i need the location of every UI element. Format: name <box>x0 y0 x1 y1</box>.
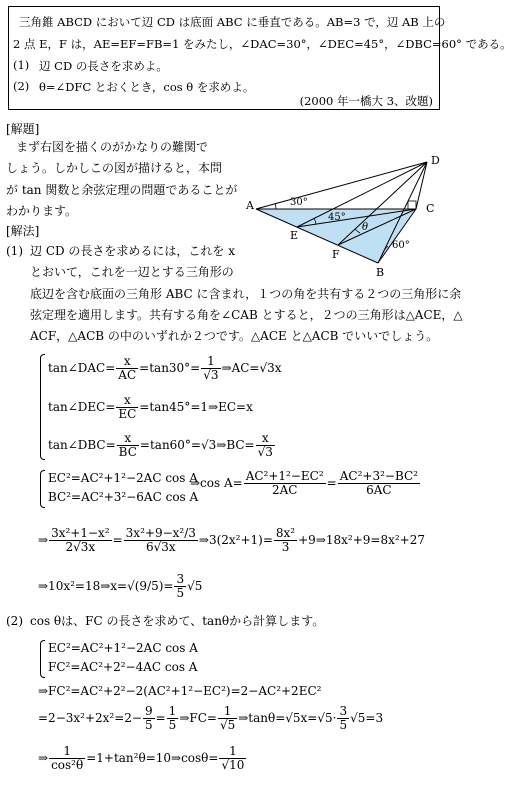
eq-solve-row-1: ⇒ $\frac{\text{3x²+1−x²}}{2√3x}$ = $\frac{\text{3x²+9−x²/3}}{6√3x}$ ⇒3(2x²+1)= $\frac{\text{8x²}}{3}$ +9⇒18x²+9=8x²+27 <box>38 526 425 554</box>
question-1-number: (1) <box>13 58 30 72</box>
problem-box <box>8 6 512 110</box>
part-2-text: cos θは、FC の長さを求めて、tanθから計算します。 <box>30 614 325 628</box>
question-2-number: (2) <box>13 79 30 93</box>
label-C: C <box>426 202 435 215</box>
label-D: D <box>431 154 440 167</box>
part-1-number: (1) <box>6 244 23 258</box>
part-1-line-3: 底辺を含む底面の三角形 ABC に含まれ，１つの角を共有する２つの三角形に余 <box>30 287 462 301</box>
problem-source: (2000 年一橋大 3、改題) <box>299 94 433 108</box>
part-1-line-4: 弦定理を適用します。共有する角を∠CAB とすると，２つの三角形は△ACE，△ <box>30 308 463 322</box>
eq-p2-fc: FC²=AC²+2²−4AC cos A <box>48 660 198 674</box>
part-1-line-5: ACF，△ACB の中のいずれか２つです。△ACE と△ACB でいいでしょう。 <box>30 329 439 343</box>
theta-label: θ <box>362 222 369 233</box>
label-A: A <box>246 199 254 212</box>
label-B: B <box>376 266 385 279</box>
eq-tan-dec: tan∠DEC= $\frac{x}{EC}$ =tan45°=1⇒EC=x <box>48 393 253 421</box>
label-F: F <box>332 248 340 261</box>
kaidai-heading: [解題] <box>6 122 40 136</box>
problem-line-2: 2 点 E，F は，AE=EF=FB=1 をみたし，∠DAC=30°，∠DEC=45°，∠DBC=60° である。 <box>13 37 512 51</box>
eq-cos-ec: EC²=AC²+1²−2AC cos A <box>48 471 198 485</box>
angle-30-label: 30° <box>290 197 308 208</box>
right-angle-mark <box>408 201 416 209</box>
eq-cos-a: ⇒cos A= $\frac{\text{AC²+1²−EC²}}{2AC}$ = $\frac{\text{AC²+3²−BC²}}{6AC}$ <box>190 469 418 497</box>
brace-tan-system <box>40 354 45 460</box>
eq-p2-row-5: ⇒ $\frac{1}{\text{cos²θ}}$ =1+tan²θ=10⇒cosθ= $\frac{1}{√10}$ <box>38 744 245 772</box>
eq-p2-ec: EC²=AC²+1²−2AC cos A <box>48 641 198 655</box>
eq-tan-dac: tan∠DAC= $\frac{x}{AC}$ =tan30°= $\frac{1}{√3}$ ⇒AC=√3x <box>48 354 282 382</box>
label-E: E <box>290 229 299 242</box>
part-1-line-1: 辺 CD の長さを求めるには，これを x <box>30 244 236 258</box>
kaidai-line-4: わかります。 <box>6 204 78 218</box>
tetrahedron-diagram <box>242 152 448 284</box>
eq-p2-fc-squared: ⇒FC²=AC²+2²−2(AC²+1²−EC²)=2−AC²+2EC² <box>38 684 322 698</box>
eq-p2-row-4: =2−3x²+2x²=2− $\frac{9}{5}$ = $\frac{1}{5}$ ⇒FC= $\frac{1}{√5}$ ⇒tanθ=√5x=√5· $\frac{3}{5}$ √5=3 <box>38 704 384 732</box>
angle-45-label: 45° <box>328 212 346 223</box>
problem-line-1: 三角錐 ABCD において辺 CD は底面 ABC に垂直である。AB=3 で，辺 AB 上の <box>19 15 446 29</box>
kaiho-heading: [解法] <box>6 224 40 238</box>
kaidai-line-2: しょう。しかしこの図が描けると，本問 <box>6 161 223 175</box>
angle-60-label: 60° <box>392 240 410 251</box>
eq-tan-dbc: tan∠DBC= $\frac{x}{BC}$ =tan60°=√3⇒BC= $\frac{x}{√3}$ <box>48 431 273 459</box>
part-1-line-2: とおいて，これを一辺とする三角形の <box>30 265 234 279</box>
question-2: θ=∠DFC とおくとき，cos θ を求めよ。 <box>39 80 255 94</box>
brace-p2-system <box>40 640 45 678</box>
eq-cos-bc: BC²=AC²+3²−6AC cos A <box>48 490 199 504</box>
kaidai-line-3: が tan 関数と余弦定理の問題であることが <box>6 183 238 197</box>
part-2-number: (2) <box>6 614 23 628</box>
question-1: 辺 CD の長さを求めよ。 <box>39 59 168 73</box>
eq-solve-row-2: ⇒10x²=18⇒x=√(9/5)= $\frac{3}{5}$ √5 <box>38 572 203 600</box>
kaidai-line-1: まず右図を描くのがかなりの難関で <box>16 140 209 154</box>
brace-cos-system <box>40 470 45 508</box>
